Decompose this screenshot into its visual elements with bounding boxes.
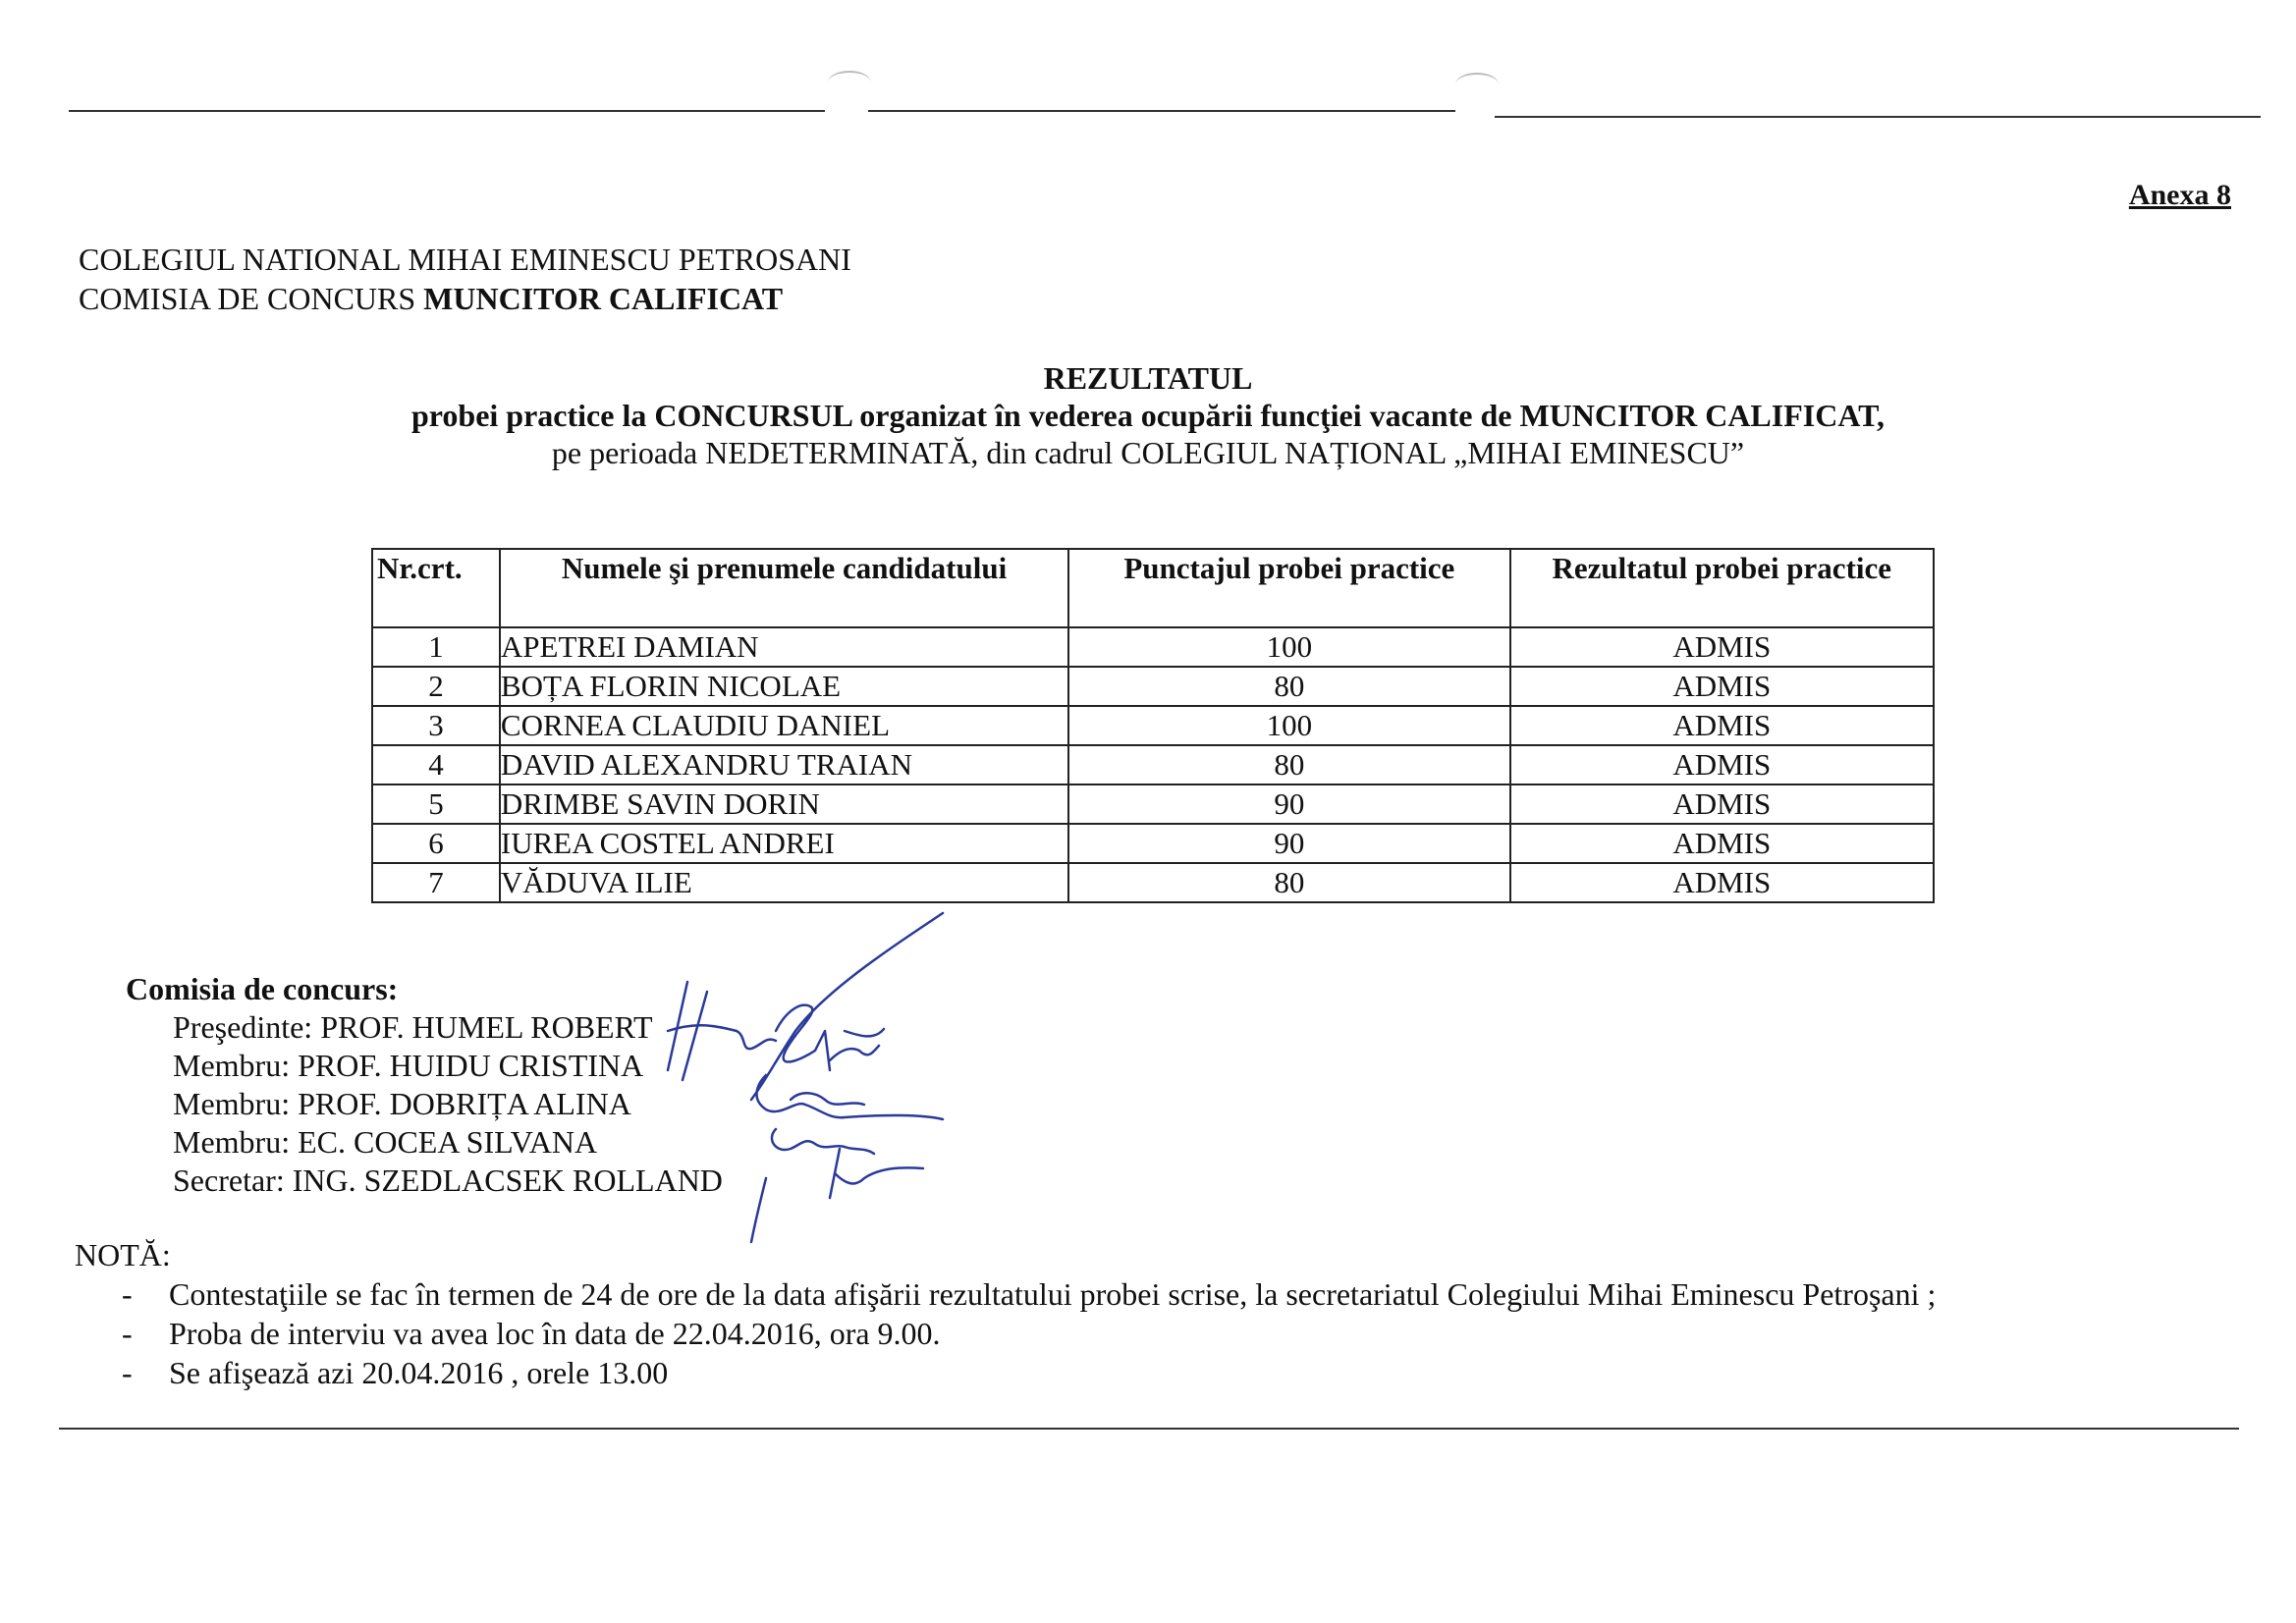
note-item-text: Se afişează azi 20.04.2016 , orele 13.00	[169, 1355, 669, 1390]
row-points: 80	[1068, 745, 1509, 784]
row-nr: 1	[372, 627, 500, 667]
row-points: 90	[1068, 824, 1509, 863]
document-title	[0, 359, 2296, 471]
row-name: CORNEA CLAUDIU DANIEL	[500, 706, 1068, 745]
table-row	[372, 863, 1934, 902]
bottom-rule	[59, 1428, 2239, 1430]
top-rule-left	[69, 110, 825, 112]
note-item: - Proba de interviu va avea loc în data de 22.04.2016, ora 9.00.	[122, 1316, 941, 1351]
table-row	[372, 627, 1934, 667]
table-row	[372, 824, 1934, 863]
top-rule-middle	[868, 110, 1455, 112]
commission-position: MUNCITOR CALIFICAT	[423, 281, 784, 316]
handwritten-signatures	[629, 903, 962, 1257]
top-rule-right	[1495, 116, 2261, 118]
committee-member: Preşedinte: PROF. HUMEL ROBERT	[173, 1009, 653, 1045]
row-result: ADMIS	[1510, 667, 1934, 706]
header-points: Punctajul probei practice	[1068, 549, 1509, 627]
punch-hole-mark-right	[1455, 73, 1499, 96]
title-period: pe perioada NEDETERMINATĂ, din cadrul COLEGIUL NAȚIONAL „MIHAI EMINESCU”	[551, 435, 1745, 470]
row-points: 100	[1068, 706, 1509, 745]
row-points: 100	[1068, 627, 1509, 667]
row-nr: 7	[372, 863, 500, 902]
table-row	[372, 706, 1934, 745]
row-result: ADMIS	[1510, 863, 1934, 902]
annex-label: Anexa 8	[2128, 179, 2231, 211]
row-name: DRIMBE SAVIN DORIN	[500, 784, 1068, 824]
row-name: VĂDUVA ILIE	[500, 863, 1068, 902]
note-title: NOTĂ:	[75, 1237, 171, 1272]
row-points: 80	[1068, 863, 1509, 902]
row-name: APETREI DAMIAN	[500, 627, 1068, 667]
row-nr: 3	[372, 706, 500, 745]
note-item-text: Proba de interviu va avea loc în data de 22.04.2016, ora 9.00.	[169, 1316, 941, 1351]
row-result: ADMIS	[1510, 745, 1934, 784]
table-row	[372, 784, 1934, 824]
note-block	[75, 1235, 1936, 1392]
header-name: Numele şi prenumele candidatului	[500, 549, 1068, 627]
committee-member: Membru: PROF. DOBRIȚA ALINA	[173, 1086, 631, 1121]
row-points: 80	[1068, 667, 1509, 706]
table-row	[372, 667, 1934, 706]
note-item: - Contestaţiile se fac în termen de 24 de ore de la data afişării rezultatului probei scrise, la secretariatul Colegiului Mihai Eminescu Petroşani ;	[122, 1276, 1937, 1312]
note-item-text: Contestaţiile se fac în termen de 24 de ore de la data afişării rezultatului probei scrise, la secretariatul Colegiului Mihai Eminescu Petroşani ;	[169, 1276, 1937, 1312]
row-result: ADMIS	[1510, 627, 1934, 667]
commission-prefix: COMISIA DE CONCURS	[79, 281, 424, 316]
row-points: 90	[1068, 784, 1509, 824]
commission-line	[79, 279, 851, 318]
title-subtitle: probei practice la CONCURSUL organizat în vederea ocupării funcţiei vacante de MUNCITOR CALIFICAT,	[410, 398, 1886, 433]
row-result: ADMIS	[1510, 824, 1934, 863]
row-nr: 4	[372, 745, 500, 784]
row-result: ADMIS	[1510, 706, 1934, 745]
row-nr: 5	[372, 784, 500, 824]
row-name: BOȚA FLORIN NICOLAE	[500, 667, 1068, 706]
header-nr: Nr.crt.	[372, 549, 500, 627]
committee-member: Secretar: ING. SZEDLACSEK ROLLAND	[173, 1163, 723, 1198]
header-result: Rezultatul probei practice	[1510, 549, 1934, 627]
results-table	[371, 548, 1935, 903]
row-result: ADMIS	[1510, 784, 1934, 824]
row-name: DAVID ALEXANDRU TRAIAN	[500, 745, 1068, 784]
committee-member: Membru: EC. COCEA SILVANA	[173, 1124, 598, 1160]
table-header-row	[372, 549, 1934, 627]
note-item: - Se afişează azi 20.04.2016 , orele 13.00	[122, 1355, 669, 1390]
row-name: IUREA COSTEL ANDREI	[500, 824, 1068, 863]
committee-member: Membru: PROF. HUIDU CRISTINA	[173, 1048, 644, 1083]
committee-title: Comisia de concurs:	[126, 971, 399, 1006]
row-nr: 2	[372, 667, 500, 706]
table-row	[372, 745, 1934, 784]
title-main: REZULTATUL	[1043, 360, 1253, 396]
institution-header	[79, 240, 851, 318]
institution-name: COLEGIUL NATIONAL MIHAI EMINESCU PETROSANI	[79, 242, 851, 277]
row-nr: 6	[372, 824, 500, 863]
punch-hole-mark-left	[828, 71, 871, 94]
